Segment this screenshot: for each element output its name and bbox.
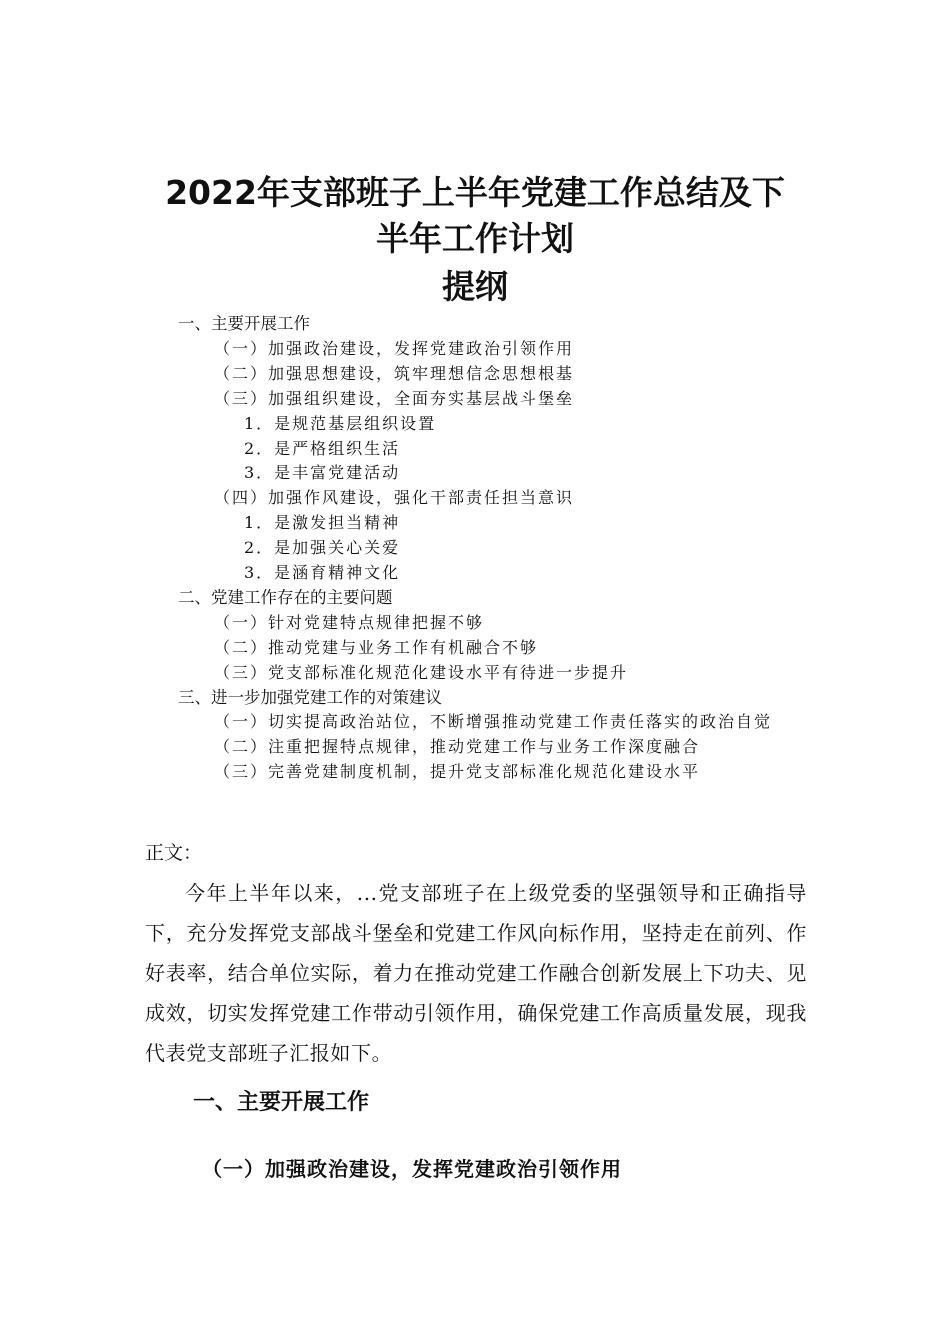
body-label: 正文： xyxy=(145,842,203,864)
outline-item-level-1: 三、进一步加强党建工作的对策建议 xyxy=(178,687,442,707)
outline-item-level-2: （二）加强思想建设，筑牢理想信念思想根基 xyxy=(214,363,575,383)
outline-item-level-3: 3．是涵育精神文化 xyxy=(244,563,401,582)
outline-item-level-2: （一）加强政治建设，发挥党建政治引领作用 xyxy=(214,338,575,358)
outline-item-level-2: （一）针对党建特点规律把握不够 xyxy=(214,612,485,632)
document-title-line-2: 半年工作计划 xyxy=(376,219,574,258)
outline-item-level-1: 一、主要开展工作 xyxy=(178,314,310,333)
outline-item-level-2: （三）加强组织建设，全面夯实基层战斗堡垒 xyxy=(214,388,575,408)
outline-item-level-2: （二）推动党建与业务工作有机融合不够 xyxy=(214,637,539,657)
outline-item-level-2: （一）切实提高政治站位，不断增强推动党建工作责任落实的政治自觉 xyxy=(214,712,773,732)
body-paragraph: 今年上半年以来，...党支部班子在上级党委的坚强领导和正确指导下，充分发挥党支部战斗堡垒和党建工作风向标作用，坚持走在前列、作好表率，结合单位实际，着力在推动党建工作融合创新发展上下功夫、见成效，切实发挥党建工作带动引领作用，确保党建工作高质量发展，现我代表党支部班子汇报如下。 xyxy=(145,881,807,1065)
section-heading: 一、主要开展工作 xyxy=(193,1090,370,1115)
outline-item-level-2: （三）党支部标准化规范化建设水平有待进一步提升 xyxy=(214,662,629,682)
outline-item-level-2: （三）完善党建制度机制，提升党支部标准化规范化建设水平 xyxy=(214,762,701,782)
outline-item-level-3: 1．是规范基层组织设置 xyxy=(244,413,437,433)
outline-item-level-3: 1．是激发担当精神 xyxy=(244,513,401,533)
outline-item-level-3: 3．是丰富党建活动 xyxy=(244,463,401,483)
outline-item-level-2: （四）加强作风建设，强化干部责任担当意识 xyxy=(214,488,575,508)
outline-item-level-2: （二）注重把握特点规律，推动党建工作与业务工作深度融合 xyxy=(214,737,701,757)
document-title-line-3: 提纲 xyxy=(442,267,508,306)
document-title-line-1: 2022年支部班子上半年党建工作总结及下 xyxy=(165,173,785,212)
outline-item-level-3: 2．是严格组织生活 xyxy=(244,438,401,458)
outline-item-level-1: 二、党建工作存在的主要问题 xyxy=(178,587,393,607)
outline-item-level-3: 2．是加强关心关爱 xyxy=(244,538,401,558)
subsection-heading: （一）加强政治建设，发挥党建政治引领作用 xyxy=(202,1157,622,1181)
